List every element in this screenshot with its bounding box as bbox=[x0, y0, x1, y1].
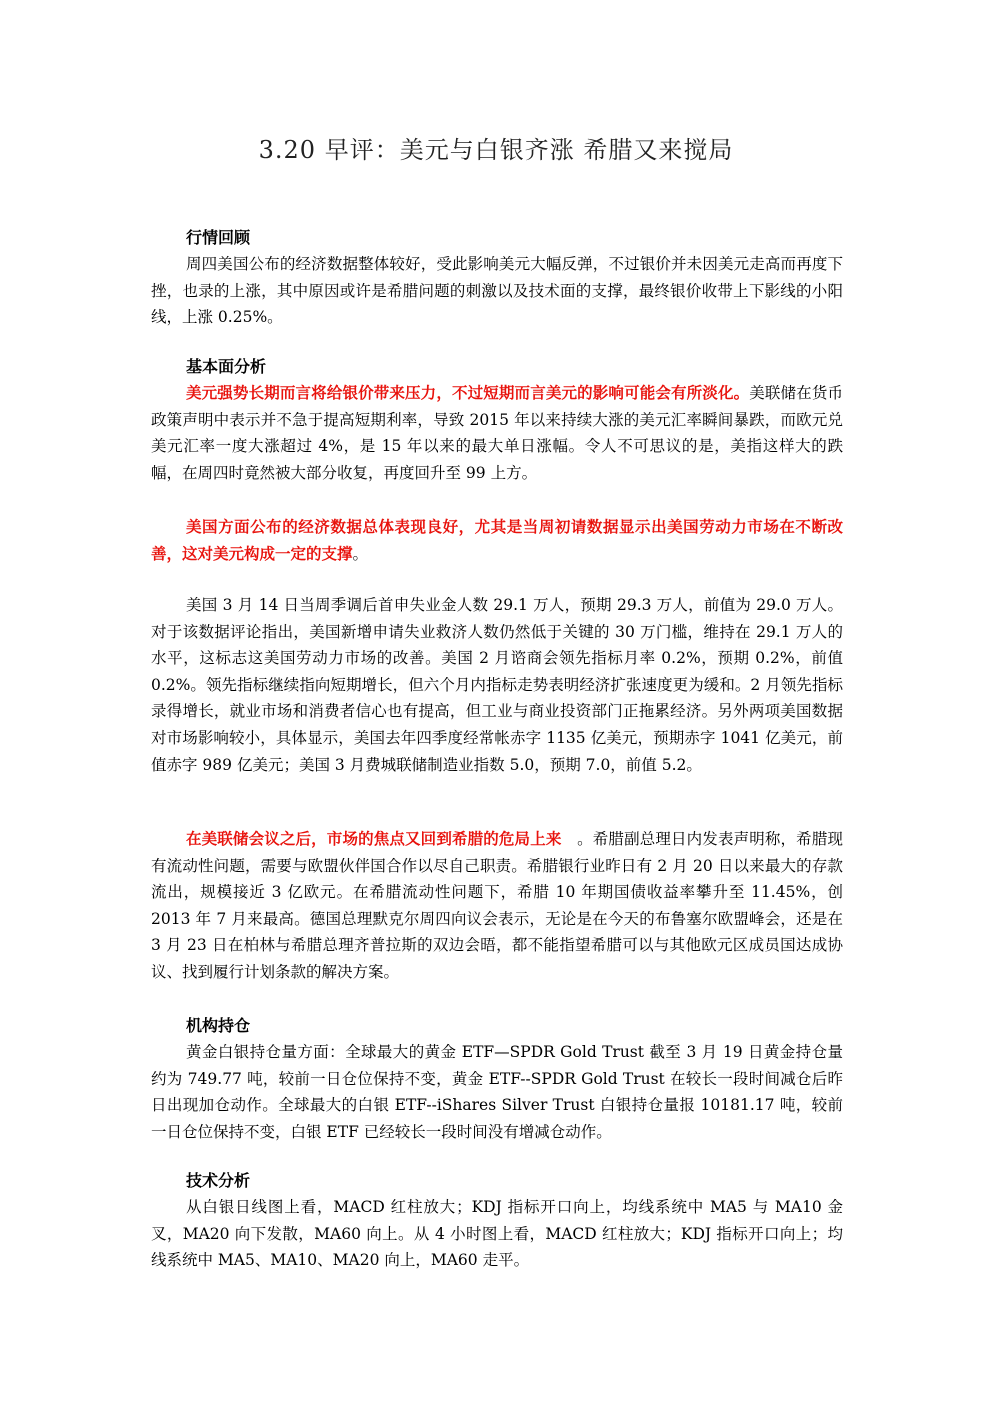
highlight-text: 美国方面公布的经济数据总体表现良好，尤其是当周初请数据显示出美国劳动力市场在不断改善，这对美元构成一定的支撑 bbox=[151, 518, 843, 563]
section-heading: 机构持仓 bbox=[186, 1016, 251, 1035]
section-heading: 基本面分析 bbox=[186, 357, 267, 376]
section-market-review bbox=[151, 225, 843, 331]
paragraph bbox=[151, 514, 843, 567]
paragraph: 美国 3 月 14 日当周季调后首申失业金人数 29.1 万人，预期 29.3 万人，前值为 29.0 万人。对于该数据评论指出，美国新增申请失业救济人数仍然低于关键的 30 万门槛，维持在 29.1 万人的水平，这标志这美国劳动力市场的改善。美国 2 月谘商会领先指标月率 0.2%，预期 0.2%，前值 0.2%。领先指标继续指向短期增长，但六个月内指标走势表明经济扩张速度更为缓和。2 月领先指标录得增长，就业市场和消费者信心也有提高，但工业与商业投资部门正拖累经济。另外两项美国数据对市场影响较小，具体显示，美国去年四季度经常帐赤字 1135 亿美元，预期赤字 1041 亿美元，前值赤字 989 亿美元；美国 3 月费城联储制造业指数 5.0，预期 7.0，前值 5.2。 bbox=[151, 596, 843, 774]
paragraph bbox=[151, 826, 843, 986]
page-title: 3.20 早评：美元与白银齐涨 希腊又来搅局 bbox=[258, 136, 734, 164]
paragraph: 周四美国公布的经济数据整体较好，受此影响美元大幅反弹，不过银价并未因美元走高而再度下挫，也录的上涨，其中原因或许是希腊问题的刺激以及技术面的支撑，最终银价收带上下影线的小阳线，上涨 0.25%。 bbox=[151, 255, 843, 327]
body-text: 美联储在货币政策声明中表示并不急于提高短期利率，导致 2015 年以来持续大涨的美元汇率瞬间暴跌，而欧元兑美元汇率一度大涨超过 4%，是 15 年以来的最大单日涨幅。令人不可思议的是，美指这样大的跌幅，在周四时竟然被大部分收复，再度回升至 99 上方。 bbox=[151, 384, 843, 482]
paragraph: 从白银日线图上看，MACD 红柱放大；KDJ 指标开口向上，均线系统中 MA5 与 MA10 金叉，MA20 向下发散，MA60 向上。从 4 小时图上看，MACD 红柱放大；KDJ 指标开口向上；均线系统中 MA5、MA10、MA20 向上，MA60 走平。 bbox=[151, 1198, 843, 1270]
section-greece bbox=[151, 826, 843, 986]
section-holdings bbox=[151, 1013, 843, 1145]
section-technical bbox=[151, 1168, 843, 1274]
section-heading: 行情回顾 bbox=[186, 228, 251, 247]
highlight-text: 在美联储会议之后，市场的焦点又回到希腊的危局上来 bbox=[186, 830, 562, 848]
section-fundamental-support bbox=[151, 514, 843, 567]
body-text: 。希腊副总理日内发表声明称，希腊现有流动性问题，需要与欧盟伙伴国合作以尽自己职责。希腊银行业昨日有 2 月 20 日以来最大的存款流出，规模接近 3 亿欧元。在希腊流动性问题下，希腊 10 年期国债收益率攀升至 11.45%，创 2013 年 7 月来最高。德国总理默克尔周四向议会表示，无论是在今天的布鲁塞尔欧盟峰会，还是在 3 月 23 日在柏林与希腊总理齐普拉斯的双边会晤，都不能指望希腊可以与其他欧元区成员国达成协议、找到履行计划条款的解决方案。 bbox=[151, 830, 843, 981]
body-text: 。 bbox=[352, 544, 369, 563]
highlight-text: 美元强势长期而言将给银价带来压力，不过短期而言美元的影响可能会有所淡化。 bbox=[186, 384, 750, 402]
paragraph: 黄金白银持仓量方面：全球最大的黄金 ETF—SPDR Gold Trust 截至 3 月 19 日黄金持仓量约为 749.77 吨，较前一日仓位保持不变，黄金 ETF--SPDR Gold Trust 在较长一段时间减仓后昨日出现加仓动作。全球最大的白银 ETF--iShares Silver Trust 白银持仓量报 10181.17 吨，较前一日仓位保持不变，白银 ETF 已经较长一段时间没有增减仓动作。 bbox=[151, 1043, 843, 1141]
section-fundamental-analysis bbox=[151, 354, 843, 486]
section-us-data bbox=[151, 592, 843, 778]
paragraph bbox=[151, 380, 843, 486]
section-heading: 技术分析 bbox=[186, 1171, 251, 1190]
